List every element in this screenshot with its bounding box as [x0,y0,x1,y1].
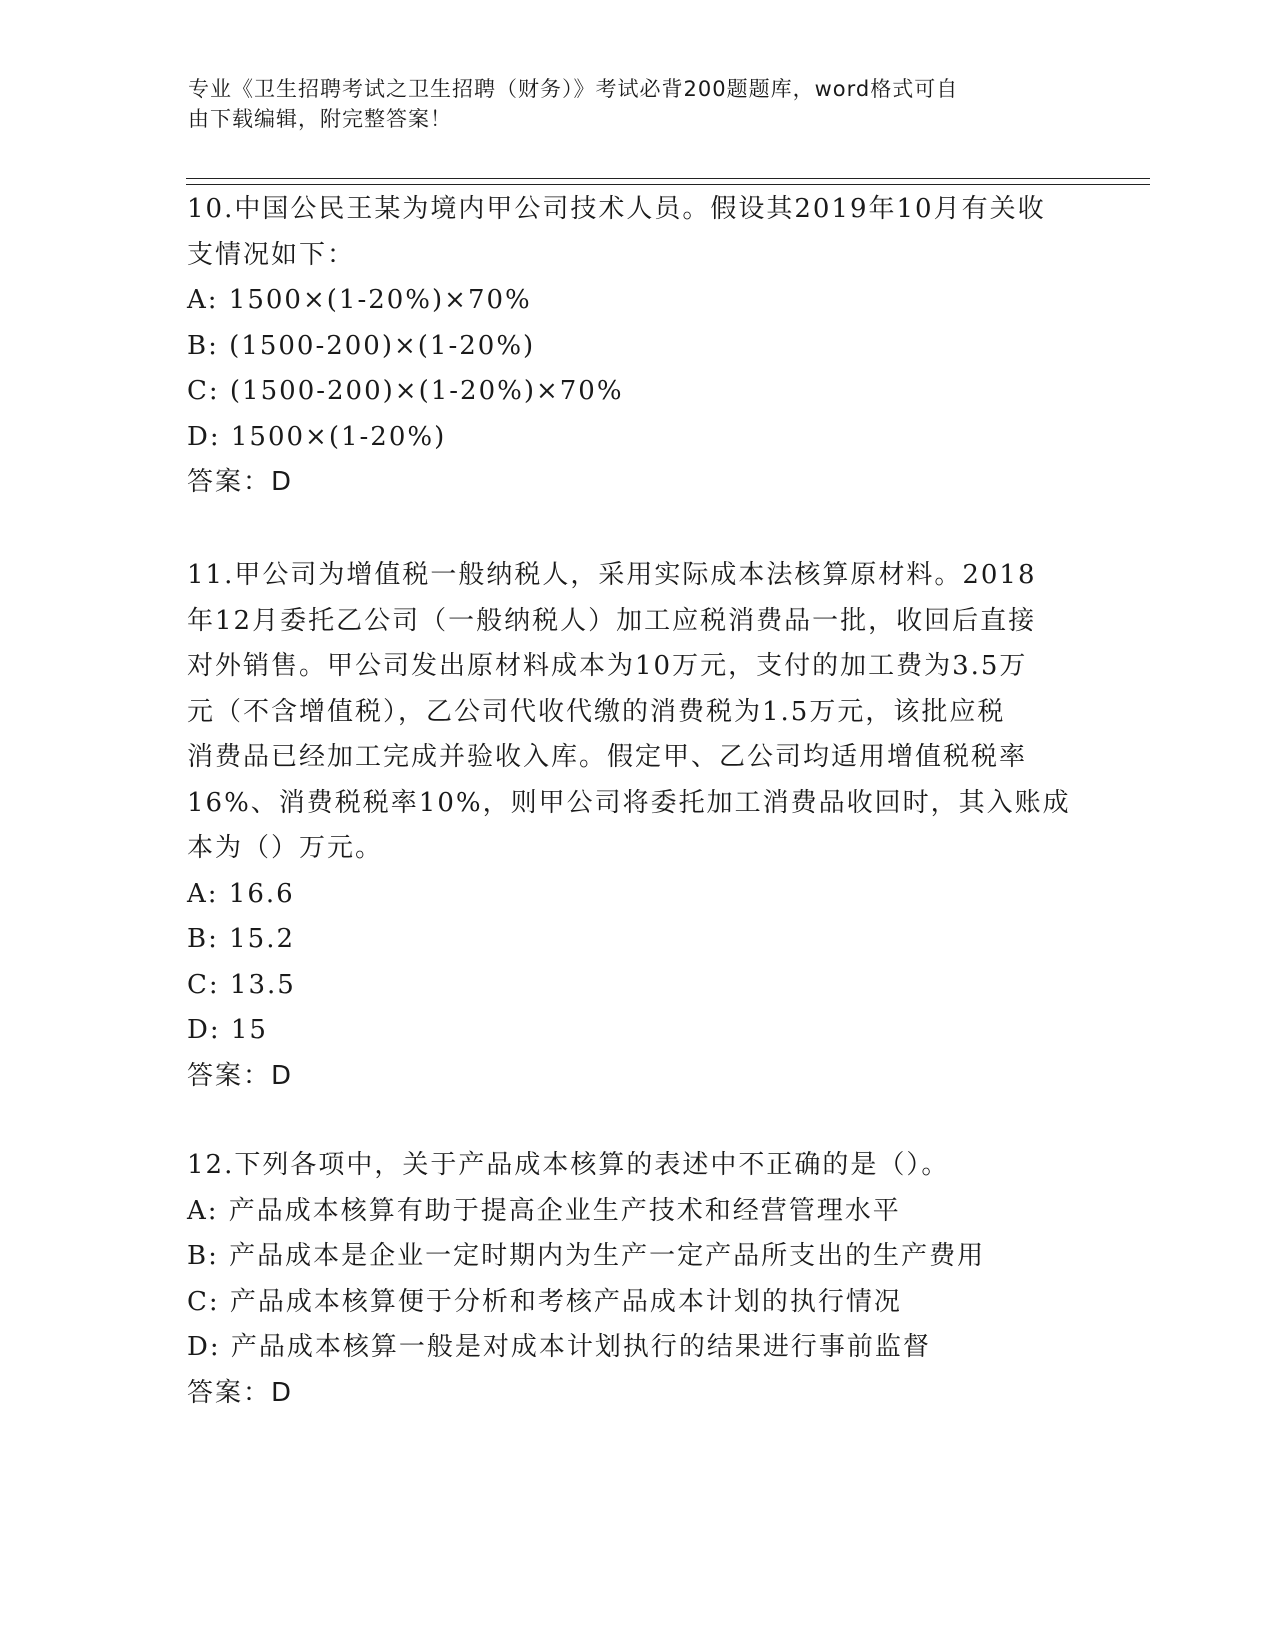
question-stem-line: 16%、消费税税率10%，则甲公司将委托加工消费品收回时，其入账成 [187,787,1071,818]
option-d: D: 1500×(1-20%) [187,421,447,452]
question-stem-line: 10.中国公民王某为境内甲公司技术人员。假设其2019年10月有关收 [187,194,1046,224]
option-d: D: 产品成本核算一般是对成本计划执行的结果进行事前监督 [187,1332,931,1362]
option-b: B: 15.2 [187,924,296,954]
option-c: C: 13.5 [187,969,296,1000]
answer: 答案：D [187,1060,294,1091]
option-b: B: (1500-200)×(1-20%) [187,330,536,361]
header-divider-bottom [186,184,1150,185]
header-line-2: 由下载编辑，附完整答案！ [188,107,452,131]
question-stem-line: 对外销售。甲公司发出原材料成本为10万元，支付的加工费为3.5万 [187,651,1028,681]
question-12 [187,1143,1087,1416]
header-divider-top [186,178,1150,179]
option-d: D: 15 [187,1015,268,1045]
answer: 答案：D [187,1377,294,1408]
question-stem-line: 元（不含增值税），乙公司代收代缴的消费税为1.5万元，该批应税 [187,696,1006,727]
option-a: A: 产品成本核算有助于提高企业生产技术和经营管理水平 [187,1195,901,1226]
question-stem-line: 消费品已经加工完成并验收入库。假定甲、乙公司均适用增值税税率 [187,742,1028,772]
question-stem-line: 12.下列各项中，关于产品成本核算的表述中不正确的是（）。 [187,1150,950,1180]
question-stem-line: 年12月委托乙公司（一般纳税人）加工应税消费品一批，收回后直接 [187,605,1037,636]
option-c: C: (1500-200)×(1-20%)×70% [187,376,624,406]
question-11 [187,553,1087,1099]
document-header [188,74,1068,134]
option-b: B: 产品成本是企业一定时期内为生产一定产品所支出的生产费用 [187,1241,986,1271]
header-line-1: 专业《卫生招聘考试之卫生招聘（财务）》考试必背200题题库，word格式可自 [188,77,959,101]
question-stem-line: 支情况如下： [187,239,356,270]
question-10 [187,187,1087,506]
option-a: A: 16.6 [187,878,295,909]
option-c: C: 产品成本核算便于分析和考核产品成本计划的执行情况 [187,1286,902,1317]
question-stem-line: 本为（）万元。 [187,833,384,863]
answer: 答案：D [187,467,294,497]
question-stem-line: 11.甲公司为增值税一般纳税人，采用实际成本法核算原材料。2018 [187,560,1037,590]
option-a: A: 1500×(1-20%)×70% [187,285,532,315]
